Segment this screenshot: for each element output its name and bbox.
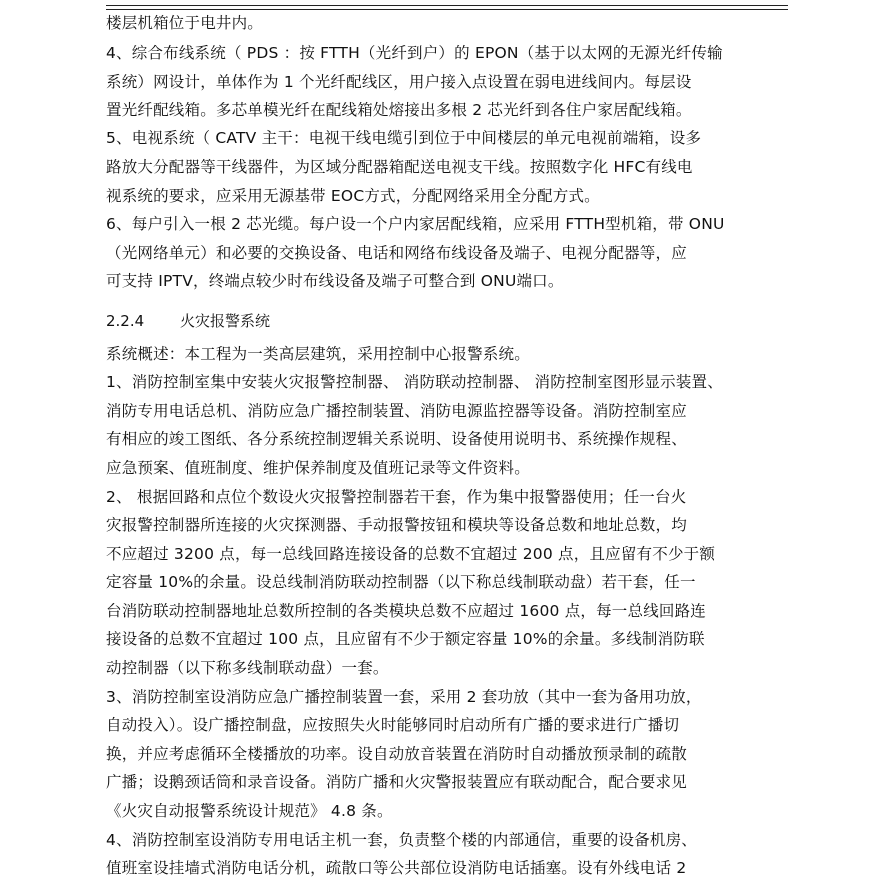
text-line: 系统）网设计，单体作为 1 个光纤配线区，用户接入点设置在弱电进线间内。每层设 xyxy=(106,73,692,91)
text-line: 楼层机箱位于电井内。 xyxy=(106,14,264,32)
header-rule-top xyxy=(106,5,788,6)
text-line: 5、电视系统（ CATV 主干：电视干线电缆引到位于中间楼层的单元电视前端箱，设多 xyxy=(106,129,702,147)
text-line: 动控制器（以下称多线制联动盘）一套。 xyxy=(106,659,389,677)
text-line: 4、消防控制室设消防专用电话主机一套，负责整个楼的内部通信，重要的设备机房、 xyxy=(106,831,697,849)
section-number: 2.2.4 xyxy=(106,312,145,330)
text-line: 路放大分配器等干线器件，为区域分配器箱配送电视支干线。按照数字化 HFC有线电 xyxy=(106,158,693,176)
text-line: 广播；设鹅颈话筒和录音设备。消防广播和火灾警报装置应有联动配合，配合要求见 xyxy=(106,773,687,791)
text-line: 台消防联动控制器地址总数所控制的各类模块总数不应超过 1600 点，每一总线回路连 xyxy=(106,602,707,620)
text-line: 视系统的要求，应采用无源基带 EOC方式，分配网络采用全分配方式。 xyxy=(106,187,600,205)
text-line: 值班室设挂墙式消防电话分机，疏散口等公共部位设消防电话插塞。设有外线电话 2 xyxy=(106,859,687,877)
text-line: 换，并应考虑循环全楼播放的功率。设自动放音装置在消防时自动播放预录制的疏散 xyxy=(106,745,687,763)
text-line: 置光纤配线箱。多芯单模光纤在配线箱处熔接出多根 2 芯光纤到各住户家居配线箱。 xyxy=(106,101,692,119)
header-rule-bottom xyxy=(106,9,788,10)
text-line: 不应超过 3200 点，每一总线回路连接设备的总数不宜超过 200 点，且应留有不少于额 xyxy=(106,545,716,563)
text-line: 灾报警控制器所连接的火灾探测器、手动报警按钮和模块等设备总数和地址总数，均 xyxy=(106,516,687,534)
text-line: 系统概述：本工程为一类高层建筑，采用控制中心报警系统。 xyxy=(106,345,530,363)
text-line: 6、每户引入一根 2 芯光缆。每户设一个户内家居配线箱，应采用 FTTH型机箱，带 ONU xyxy=(106,215,725,233)
text-line: 4、综合布线系统（ PDS ：按 FTTH（光纤到户）的 EPON（基于以太网的无源光纤传输 xyxy=(106,44,723,62)
text-line: 3、消防控制室设消防应急广播控制装置一套，采用 2 套功放（其中一套为备用功放， xyxy=(106,688,702,706)
text-line: （光网络单元）和必要的交换设备、电话和网络布线设备及端子、电视分配器等，应 xyxy=(106,244,687,262)
section-title: 火灾报警系统 xyxy=(180,312,271,330)
text-line: 定容量 10%的余量。设总线制消防联动控制器（以下称总线制联动盘）若干套，任一 xyxy=(106,573,696,591)
text-line: 可支持 IPTV，终端点较少时布线设备及端子可整合到 ONU端口。 xyxy=(106,272,564,290)
text-line: 有相应的竣工图纸、各分系统控制逻辑关系说明、设备使用说明书、系统操作规程、 xyxy=(106,430,687,448)
text-line: 接设备的总数不宜超过 100 点，且应留有不少于额定容量 10%的余量。多线制消防联 xyxy=(106,630,705,648)
text-line: 《火灾自动报警系统设计规范》 4.8 条。 xyxy=(106,802,393,820)
text-line: 自动投入）。设广播控制盘，应按照失火时能够同时启动所有广播的要求进行广播切 xyxy=(106,716,680,734)
text-line: 应急预案、值班制度、维护保养制度及值班记录等文件资料。 xyxy=(106,459,530,477)
text-line: 消防专用电话总机、消防应急广播控制装置、消防电源监控器等设备。消防控制室应 xyxy=(106,402,687,420)
text-line: 1、消防控制室集中安装火灾报警控制器、 消防联动控制器、 消防控制室图形显示装置、 xyxy=(106,373,723,391)
text-line: 2、 根据回路和点位个数设火灾报警控制器若干套，作为集中报警器使用；任一台火 xyxy=(106,488,687,506)
